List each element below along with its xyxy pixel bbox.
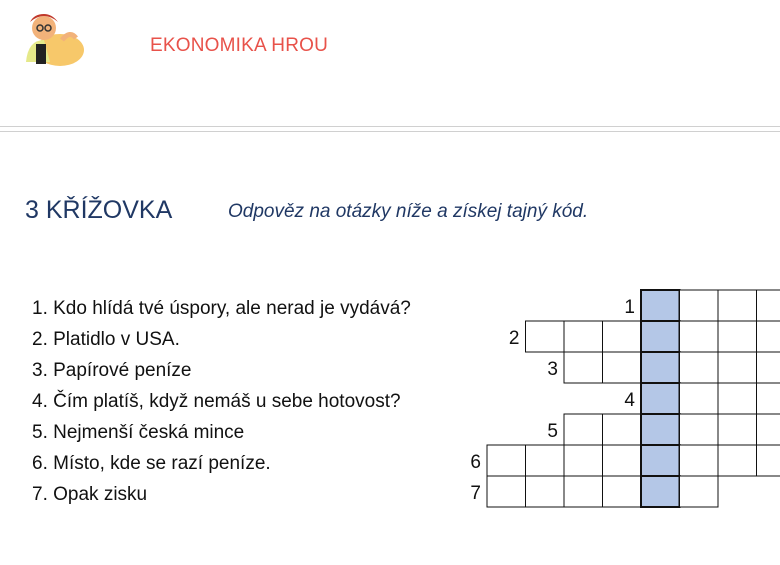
row-number-label: 1: [624, 297, 635, 318]
header-divider: [0, 126, 780, 127]
row-number-label: 4: [624, 390, 635, 411]
header-divider-secondary: [0, 131, 780, 132]
crossword-cell[interactable]: [526, 476, 565, 507]
question-item: 1. Kdo hlídá tvé úspory, ale nerad je vydává?: [32, 298, 411, 319]
crossword-cell[interactable]: [680, 445, 719, 476]
row-number-label: 7: [470, 483, 481, 504]
crossword-cell[interactable]: [680, 383, 719, 414]
crossword-cell[interactable]: [680, 321, 719, 352]
crossword-cell[interactable]: [757, 321, 780, 352]
question-item: 6. Místo, kde se razí peníze.: [32, 453, 271, 474]
row-number-label: 5: [547, 421, 558, 442]
crossword-cell[interactable]: [526, 321, 565, 352]
crossword-cell[interactable]: [564, 321, 603, 352]
crossword-cell[interactable]: [718, 352, 757, 383]
crossword-cell[interactable]: [603, 476, 642, 507]
crossword-cell[interactable]: [564, 445, 603, 476]
crossword-cell[interactable]: [757, 290, 780, 321]
question-item: 3. Papírové peníze: [32, 360, 192, 381]
crossword-cell[interactable]: [718, 445, 757, 476]
row-number-label: 6: [470, 452, 481, 473]
crossword-cell[interactable]: [603, 445, 642, 476]
row-number-label: 2: [508, 328, 520, 349]
question-item: 4. Čím platíš, když nemáš u sebe hotovost?: [32, 391, 401, 412]
crossword-cell[interactable]: [603, 321, 642, 352]
crossword-cell[interactable]: [718, 414, 757, 445]
crossword-cell[interactable]: [564, 476, 603, 507]
question-item: 5. Nejmenší česká mince: [32, 422, 245, 443]
crossword-cell[interactable]: [487, 476, 526, 507]
crossword-cell[interactable]: [757, 352, 780, 383]
section-title: 3 KŘÍŽOVKA: [25, 196, 173, 224]
crossword-cell[interactable]: [680, 352, 719, 383]
crossword-cell[interactable]: [603, 352, 642, 383]
crossword-cell[interactable]: [680, 476, 719, 507]
question-item: 2. Platidlo v USA.: [32, 329, 180, 350]
crossword-cell[interactable]: [718, 290, 757, 321]
question-list: [32, 293, 411, 510]
instruction-text: Odpověz na otázky níže a získej tajný kód.: [228, 201, 589, 222]
solution-cell[interactable]: [641, 290, 680, 321]
solution-cell[interactable]: [641, 476, 680, 507]
crossword-cell[interactable]: [680, 414, 719, 445]
crossword-cell[interactable]: [757, 383, 780, 414]
question-item: 7. Opak zisku: [32, 484, 148, 505]
solution-cell[interactable]: [641, 321, 680, 352]
solution-cell[interactable]: [641, 352, 680, 383]
crossword-cell[interactable]: [603, 414, 642, 445]
solution-cell[interactable]: [641, 383, 680, 414]
crossword-cell[interactable]: [526, 445, 565, 476]
mascot-logo: [22, 4, 88, 66]
crossword-cell[interactable]: [487, 445, 526, 476]
crossword-cell[interactable]: [680, 290, 719, 321]
row-number-label: 3: [547, 359, 558, 380]
solution-cell[interactable]: [641, 414, 680, 445]
solution-cell[interactable]: [641, 445, 680, 476]
crossword-cell[interactable]: [564, 414, 603, 445]
crossword-cell[interactable]: [718, 321, 757, 352]
crossword-cell[interactable]: [757, 445, 780, 476]
brand-title: EKONOMIKA HROU: [150, 35, 329, 56]
crossword-cell[interactable]: [564, 352, 603, 383]
crossword-cell[interactable]: [718, 383, 757, 414]
